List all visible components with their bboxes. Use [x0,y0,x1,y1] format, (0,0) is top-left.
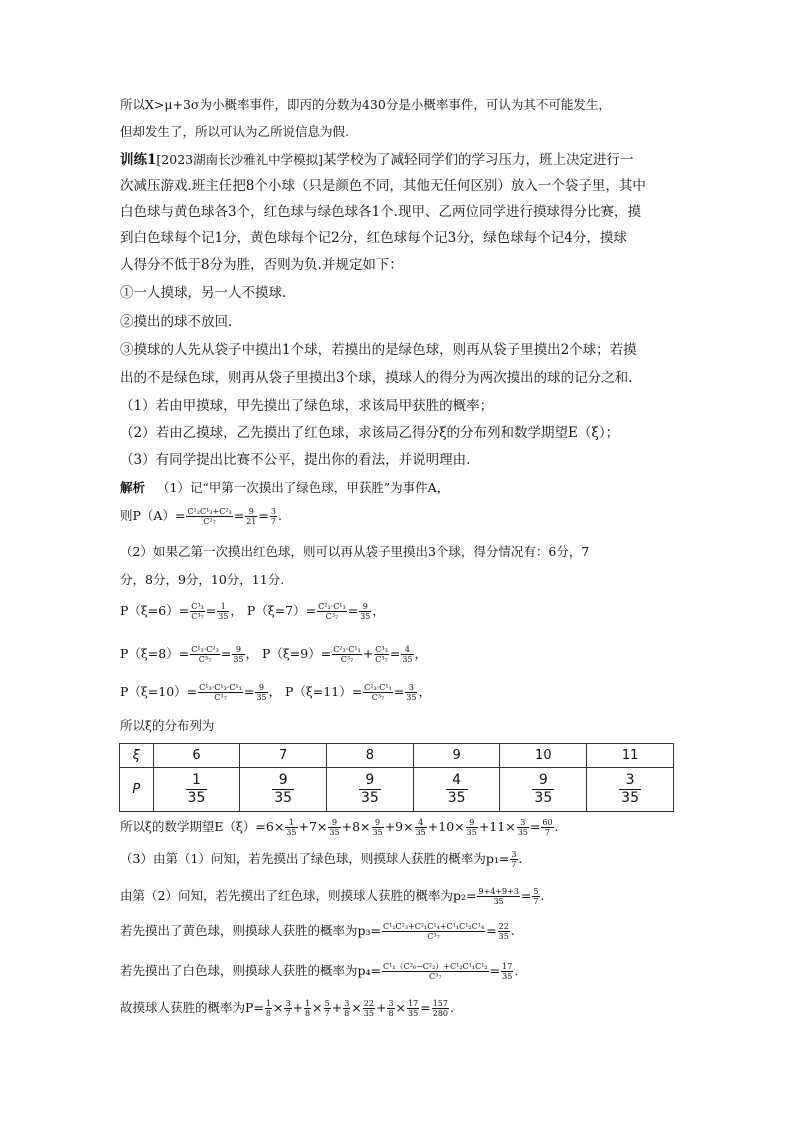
p3-den-4: C³₇ [429,972,442,981]
cell-num: 4 [446,772,468,790]
final-frac [265,999,272,1018]
table-head-p: P [120,768,154,812]
prob-plus-num: C³₃ [375,645,388,654]
p3-line-2: 由第（2）问知，若先摸出了红色球，则摸球人获胜的概率为p₂= $\frac{9+4+9+3}{35}$ = $\frac{5}{7}$ . [120,887,545,906]
p3-num-4: C¹₁（C²₆−C²₂）+C¹₂C¹₁C¹₂ [383,962,488,971]
table-cell [327,768,414,812]
p1-res-den: 7 [270,517,276,526]
prob-res [401,645,413,664]
cell-den: 35 [621,790,639,806]
table-cell: 11 [587,744,674,768]
problem-line-2: 次减压游戏.班主任把8个小球（只是颜色不同，其他无任何区别）放入一个袋子里，其中 [120,178,646,194]
final-frac [407,999,419,1018]
expect-frac [372,818,384,837]
prob-lhs: P（ξ=11）= [285,684,363,699]
problem-line-5: 人得分不低于8分为胜，否则为负.并规定如下： [120,257,403,273]
prob-res-num: 4 [401,645,413,655]
prob-den: C³₇ [198,655,212,664]
prob-frac [190,645,220,664]
question-1: （1）若由甲摸球，甲先摸出了绿色球，求该局甲获胜的概率； [120,398,494,414]
final-frac [324,999,331,1018]
prob-lhs: P（ξ=9）= [261,646,332,661]
dist-label: 所以ξ的分布列为 [120,718,215,733]
expect-den: 35 [286,828,297,837]
p3-res-den-4: 35 [502,972,513,981]
p3-den-2: 35 [493,897,504,906]
p1-mid-frac [245,507,257,526]
prob-res [217,602,229,621]
p1-frac [186,507,232,526]
expect-res-den: 7 [544,828,550,837]
cell-den: 35 [274,790,293,806]
table-cell [240,768,327,812]
final-frac [363,999,375,1018]
expect-frac [517,818,529,837]
problem-line-1 [120,151,633,169]
p3-num-3: C¹₁C²₃+C²₁C¹₄+C¹₁C¹₂C¹₄ [383,922,485,931]
cell-num: 9 [272,772,294,790]
expect-num: 9 [466,818,478,828]
prob-plus-frac [374,645,389,664]
p3-res-2 [532,887,539,906]
p3-text-3: 若先摸出了黄色球，则摸球人获胜的概率为p₃= [120,923,381,938]
expect-term: +10× [427,819,465,834]
distribution-table [119,743,674,812]
prob-res [359,602,371,621]
table-cell: 6 [153,744,240,768]
prob-frac [363,683,393,702]
prob-row-3: P（ξ=10）= $\frac{\text{C¹₃·C¹₃·C¹₁}}{\text{C³₇}}$ = $\frac{9}{35}$ ， P（ξ=11）= $\frac{\text{C²₃·C¹₁}}{\text{C³₇}}$ = $\frac{3}{35}$ ， [120,683,431,702]
expect-frac [285,818,297,837]
p1-num: C¹₂C¹₃+C²₃ [187,507,232,516]
prob-lhs: P（ξ=7）= [246,603,317,618]
intro-line-2: 但却发生了，所以可认为乙所说信息为假. [120,124,349,139]
expect-prefix: 所以ξ的数学期望E（ξ）= [120,819,266,834]
expect-den: 35 [415,828,426,837]
prob-frac [198,683,243,702]
cell-den: 35 [447,790,466,806]
prob-den: C³₇ [191,612,204,621]
prob-den: C³₇ [214,693,227,702]
expect-frac [415,818,427,837]
cell-num: 1 [186,772,208,790]
final-num: 1 [305,999,311,1008]
cell-num: 3 [619,772,641,790]
prob-den: C³₇ [371,693,385,702]
p3-text-4: 若先摸出了白色球，则摸球人获胜的概率为p₄= [120,963,381,978]
solution-label: 解析 [120,480,146,495]
p3-num-1: 3 [511,850,517,859]
expectation-line: 所以ξ的数学期望E（ξ）=6× $\frac{1}{35}$ +7× $\frac{9}{35}$ +8× $\frac{9}{35}$ +9× $\frac{4}{35}$ +10× $\frac{9}{35}$ +11× $\frac{3}{35}$ = $\frac{60}{7}$ . [120,818,559,837]
prob-res-num: 9 [255,683,267,693]
p3-frac-3 [382,922,485,941]
final-num: 3 [344,999,350,1008]
expect-res-num: 60 [542,818,553,827]
prob-res-den: 35 [256,693,267,702]
expect-term: +9× [384,819,414,834]
table-cell: 7 [240,744,327,768]
expect-den: 35 [517,828,528,837]
solution-intro [120,479,449,497]
rule-3-line-1: ③摸球的人先从袋子中摸出1个球，若摸出的是绿色球，则再从袋子里摸出2个球；若摸 [120,342,637,358]
p3-num-2: 9+4+9+3 [478,887,519,896]
p3-frac-2 [477,887,519,906]
p3-line-3: 若先摸出了黄色球，则摸球人获胜的概率为p₃= $\frac{\text{C¹₁C²₃+C²₁C¹₄+C¹₁C¹₂C¹₄}}{\text{C³₇}}$ = $\frac{22}{35}$ . [120,922,515,941]
final-den: 35 [408,1009,419,1018]
table-cell: 9 [413,744,500,768]
p1-res-num: 3 [270,507,276,516]
prob-row-1: P（ξ=6）= $\frac{\text{C³₃}}{\text{C³₇}}$ = $\frac{1}{35}$ ， P（ξ=7）= $\frac{\text{C²₃·C¹₃}}{\text{C³₇}}$ = $\frac{9}{35}$ ， [120,602,385,621]
cell-num: 9 [532,772,554,790]
prob-res-num: 3 [405,683,417,693]
final-den: 8 [388,1009,394,1018]
expect-term: +11× [478,819,516,834]
table-row [120,768,674,812]
final-line: 故摸球人获胜的概率为P= $\frac{1}{8}$ × $\frac{3}{7}$ + $\frac{1}{8}$ × $\frac{5}{7}$ + $\frac{3}{8}$ × $\frac{22}{35}$ + $\frac{3}{8}$ × $\frac{17}{35}$ = $\frac{157}{280}$ . [120,999,454,1018]
expect-num: 4 [415,818,427,828]
p1-mid-den: 21 [246,517,257,526]
cell-den: 35 [534,790,553,806]
table-cell: 10 [500,744,587,768]
question-3: （3）有同学提出比赛不公平，提出你的看法，并说明理由. [120,452,471,468]
final-den: 35 [363,1009,374,1018]
final-den: 7 [324,1009,330,1018]
expect-num: 9 [328,818,340,828]
p3-line-4: 若先摸出了白色球，则摸球人获胜的概率为p₄= $\frac{\text{C¹₁（C²₆−C²₂）+C¹₂C¹₁C¹₂}}{\text{C³₇}}$ = $\frac{17}{35}$ . [120,962,519,981]
expect-term: +8× [341,819,371,834]
rule-1: ①一人摸球，另一人不摸球. [120,285,287,301]
prob-res-den: 35 [233,655,244,664]
final-frac [284,999,291,1018]
final-res-num: 157 [432,999,448,1008]
prob-res-num: 9 [359,602,371,612]
final-den: 8 [305,1009,311,1018]
p3-res-3 [498,922,510,941]
p1-res-frac [270,507,277,526]
prob-res [405,683,417,702]
final-num: 17 [408,999,419,1008]
final-den: 8 [265,1009,271,1018]
final-res-den: 280 [432,1009,448,1018]
expect-num: 1 [285,818,297,828]
prob-lhs: P（ξ=8）= [120,646,190,661]
p2-text-2: 分，8分，9分，10分，11分. [120,572,285,587]
rule-3-line-2: 出的不是绿色球，则再从袋子里摸出3个球，摸球人的得分为两次摸出的球的记分之和. [120,370,633,386]
p3-line-1: （3）由第（1）问知，若先摸出了绿色球，则摸球人获胜的概率为p₁= $\frac{3}{7}$ . [120,850,523,869]
final-num: 3 [388,999,394,1008]
problem-text-0: 某学校为了减轻同学们的学习压力，班上决定进行一 [322,152,634,168]
prob-plus-den: C³₇ [375,655,388,664]
p3-text-2: 由第（2）问知，若先摸出了红色球，则摸球人获胜的概率为p₂= [120,888,477,903]
cell-num: 9 [359,772,381,790]
p3-res-num-3: 22 [498,922,509,931]
expect-num: 9 [372,818,384,828]
solution-p1-text: （1）记“甲第一次摸出了绿色球，甲获胜”为事件A， [156,480,450,495]
prob-num: C¹₃·C²₃ [191,645,219,654]
prob-frac [190,602,205,621]
table-cell [500,768,587,812]
table-cell [153,768,240,812]
prob-res-num: 9 [232,645,244,655]
expect-den: 35 [466,828,477,837]
prob-num: C²₃·C¹₁ [333,645,361,654]
p2-text-1: （2）如果乙第一次摸出红色球，则可以再从袋子里摸出3个球，得分情况有：6分，7 [120,544,590,559]
expect-term: 6× [265,819,285,834]
cell-den: 35 [187,790,206,806]
table-cell: 8 [327,744,414,768]
cell-den: 35 [360,790,379,806]
problem-source: [2023湖南长沙雅礼中学模拟] [156,152,323,167]
expect-res-frac [541,818,553,837]
final-frac [343,999,350,1018]
p1-formula: 则P（A）= $\frac{\text{C¹₂C¹₃+C²₃}}{\text{C²₇}}$ = $\frac{9}{21}$ = $\frac{3}{7}$ . [120,507,282,526]
p3-res-4 [501,962,513,981]
table-head-xi: ξ [120,744,154,768]
prob-res-den: 35 [402,655,413,664]
prob-den: C³₇ [340,655,354,664]
prob-res-num: 1 [217,602,229,612]
prob-lhs: P（ξ=10）= [120,684,198,699]
final-prefix: 故摸球人获胜的概率为P= [120,1000,264,1015]
final-res-frac [432,999,449,1018]
prob-row-2: P（ξ=8）= $\frac{\text{C¹₃·C²₃}}{\text{C³₇}}$ = $\frac{9}{35}$ ， P（ξ=9）= $\frac{\text{C²₃·C¹₁}}{\text{C³₇}}$ + $\frac{\text{C³₃}}{\text{C³₇}}$ = $\frac{4}{35}$ ， [120,645,428,664]
final-den: 7 [285,1009,291,1018]
p3-den-1: 7 [511,860,517,869]
intro-line-1: 所以X>μ+3σ为小概率事件，即丙的分数为430分是小概率事件，可认为其不可能发生， [120,97,611,112]
prob-res-den: 35 [360,612,371,621]
prob-res-den: 35 [406,693,417,702]
prob-frac [332,645,362,664]
p3-res-den-3: 35 [498,932,509,941]
final-num: 1 [265,999,271,1008]
prob-lhs: P（ξ=6）= [120,603,190,618]
p3-den-3: C³₇ [427,932,440,941]
final-den: 8 [344,1009,350,1018]
prob-res-den: 35 [218,612,229,621]
final-frac [304,999,311,1018]
p3-frac-1 [510,850,517,869]
prob-res [232,645,244,664]
p1-den: C²₇ [203,517,216,526]
prob-den: C³₇ [325,612,339,621]
final-num: 3 [285,999,291,1008]
p3-text-1: （3）由第（1）问知，若先摸出了绿色球，则摸球人获胜的概率为p₁= [120,851,510,866]
prob-num: C²₃·C¹₃ [318,602,346,611]
table-cell [413,768,500,812]
expect-den: 35 [372,828,383,837]
rule-2: ②摸出的球不放回. [120,314,233,330]
p3-res-num-2: 5 [533,887,539,896]
problem-label: 训练1 [120,152,157,168]
prob-num: C¹₃·C¹₃·C¹₁ [199,683,242,692]
table-cell [587,768,674,812]
expect-term: +7× [298,819,328,834]
expect-den: 35 [329,828,340,837]
p3-res-den-2: 7 [533,897,539,906]
prob-num: C³₃ [191,602,204,611]
question-2: （2）若由乙摸球，乙先摸出了红色球，求该局乙得分ξ的分布列和数学期望E（ξ）； [120,425,620,441]
prob-res [255,683,267,702]
p1-prefix: 则P（A）= [120,508,186,523]
p1-mid-num: 9 [245,507,257,517]
expect-frac [466,818,478,837]
problem-line-3: 白色球与黄色球各3个，红色球与绿色球各1个.现甲、乙两位同学进行摸球得分比赛，摸 [120,204,641,220]
expect-frac [328,818,340,837]
table-row [120,744,674,768]
final-num: 22 [363,999,374,1008]
prob-num: C²₃·C¹₁ [364,683,392,692]
expect-num: 3 [517,818,529,828]
final-num: 5 [324,999,330,1008]
prob-frac [317,602,347,621]
p3-res-num-4: 17 [502,962,513,971]
p3-frac-4 [382,962,489,981]
problem-line-4: 到白色球每个记1分，黄色球每个记2分，红色球每个记3分，绿色球每个记4分，摸球 [120,230,627,246]
final-frac [387,999,394,1018]
